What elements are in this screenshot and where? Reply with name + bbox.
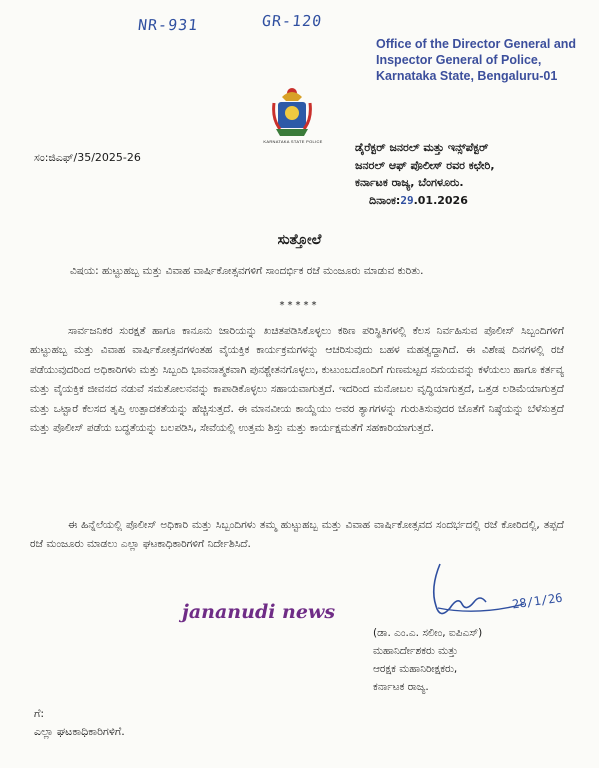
- date-handwritten-day: 29: [400, 193, 414, 207]
- subject-line: ವಿಷಯ: ಹುಟ್ಟುಹಬ್ಬ ಮತ್ತು ವಿವಾಹ ವಾರ್ಷಿಕೋತ್ಸವಗಳಿಗೆ ಸಾಂದರ್ಭಿಕ ರಜೆ ಮಂಜೂರು ಮಾಡುವ ಕುರಿತು.: [70, 265, 424, 277]
- address-line-1: ಡೈರೆಕ್ಟರ್ ಜನರಲ್ ಮತ್ತು ಇನ್ಸ್‌ಪೆಕ್ಟರ್: [355, 141, 489, 154]
- office-header: [376, 36, 596, 84]
- signature-date-handwritten: 28/1/26: [511, 590, 564, 612]
- office-line-3: Karnataka State, Bengaluru-01: [376, 69, 558, 83]
- date-label: ದಿನಾಂಕ:: [369, 193, 401, 207]
- signatory-title-1: ಮಹಾನಿರ್ದೇಶಕರು ಮತ್ತು: [373, 645, 458, 657]
- signatory-name: (ಡಾ. ಎಂ.ಎ. ಸಲೀಂ, ಐಪಿಎಸ್): [373, 627, 483, 639]
- signatory-block: [373, 624, 553, 696]
- reference-number: ಸಂ:ಜಿಎಫ್/35/2025-26: [34, 151, 141, 164]
- watermark-text: jananudi news: [182, 601, 336, 623]
- address-block: [355, 139, 555, 209]
- handwritten-file-number-right: GR-120: [261, 12, 324, 30]
- date-line: [355, 192, 555, 210]
- signatory-title-2: ಆರಕ್ಷಕ ಮಹಾನಿರೀಕ್ಷಕರು,: [373, 663, 458, 675]
- address-line-2: ಜನರಲ್ ಆಫ್ ಪೊಲೀಸ್ ರವರ ಕಛೇರಿ,: [355, 158, 495, 172]
- office-line-1: Office of the Director General and: [376, 37, 577, 51]
- cc-recipients: ಎಲ್ಲಾ ಘಟಕಾಧಿಕಾರಿಗಳಿಗೆ.: [34, 725, 125, 738]
- date-rest: .01.2026: [413, 193, 468, 207]
- signatory-title-3: ಕರ್ನಾಟಕ ರಾಜ್ಯ.: [373, 681, 429, 693]
- address-line-3: ಕರ್ನಾಟಕ ರಾಜ್ಯ, ಬೆಂಗಳೂರು.: [355, 176, 464, 189]
- handwritten-file-number-left: NR-931: [137, 16, 200, 34]
- office-line-2: Inspector General of Police,: [376, 53, 542, 67]
- emblem-caption: KARNATAKA STATE POLICE: [263, 139, 323, 144]
- cc-label: ಗೆ:: [34, 707, 45, 720]
- circular-heading: ಸುತ್ತೋಲೆ: [277, 232, 322, 248]
- body-paragraph-2: ಈ ಹಿನ್ನೆಲೆಯಲ್ಲಿ ಪೊಲೀಸ್ ಅಧಿಕಾರಿ ಮತ್ತು ಸಿಬ್ಬಂದಿಗಳು ತಮ್ಮ ಹುಟ್ಟುಹಬ್ಬ ಮತ್ತು ವಿವಾಹ ವಾರ್ಷಿಕೋತ್ಸವದ ಸಂದರ್ಭದಲ್ಲಿ ರಜೆ ಕೋರಿದಲ್ಲಿ, ತಪ್ಪದೆ ರಜೆ ಮಂಜೂರು ಮಾಡಲು ಎಲ್ಲಾ ಘಟಕಾಧಿಕಾರಿಗಳಿಗೆ ನಿರ್ದೇಶಿಸಿದೆ.: [30, 519, 564, 551]
- body-paragraph-1: ಸಾರ್ವಜನಿಕರ ಸುರಕ್ಷತೆ ಹಾಗೂ ಕಾನೂನು ಜಾರಿಯನ್ನು ಖಚಿತಪಡಿಸಿಕೊಳ್ಳಲು ಕಠಿಣ ಪರಿಸ್ಥಿತಿಗಳಲ್ಲಿ ಕೆಲಸ ನಿರ್ವಹಿಸುವ ಪೊಲೀಸ್ ಸಿಬ್ಬಂದಿಗಳಿಗೆ ಹುಟ್ಟುಹಬ್ಬ ಮತ್ತು ವಿವಾಹ ವಾರ್ಷಿಕೋತ್ಸವಗಳಂತಹ ವೈಯಕ್ತಿಕ ಕಾರ್ಯಕ್ರಮಗಳನ್ನು ಆಚರಿಸುವುದು ಬಹಳ ಮಹತ್ವದ್ದಾಗಿದೆ. ಈ ವಿಶೇಷ ದಿನಗಳಲ್ಲಿ ರಜೆ ಪಡೆಯುವುದರಿಂದ ಅಧಿಕಾರಿಗಳು ಮತ್ತು ಸಿಬ್ಬಂದಿ ಭಾವನಾತ್ಮಕವಾಗಿ ಪುನಶ್ಚೇತನಗೊಳ್ಳಲು, ಕುಟುಂಬದೊಂದಿಗೆ ಗುಣಮಟ್ಟದ ಸಮಯವನ್ನು ಕಳೆಯಲು ಹಾಗೂ ಕರ್ತವ್ಯ ಮತ್ತು ವೈಯಕ್ತಿಕ ಜೀವನದ ನಡುವೆ ಸಮತೋಲನವನ್ನು ಕಾಪಾಡಿಕೊಳ್ಳಲು ಸಹಾಯವಾಗುತ್ತದೆ. ಇದರಿಂದ ಮನೋಬಲ ವೃದ್ಧಿಯಾಗುತ್ತದೆ, ಒತ್ತಡ ಲಡಿಮೆಯಾಗುತ್ತದೆ ಮತ್ತು ಒಟ್ಟಾರೆ ಕೆಲಸದ ತೃಪ್ತಿ ಉತ್ಪಾದಕತೆಯನ್ನು ಹೆಚ್ಚಿಸುತ್ತದೆ. ಈ ಮಾನವೀಯ ಕಾಯ್ದೆಯು ಅವರ ತ್ಯಾಗಗಳನ್ನು ಗುರುತಿಸುವುದರ ಜೊತೆಗೆ ನಿಷ್ಠೆಯನ್ನು ಬೆಳೆಸುತ್ತದೆ ಮತ್ತು ಪೊಲೀಸ್ ಪಡೆಯ ಬದ್ಧತೆಯನ್ನು ಬಲಪಡಿಸಿ, ಸೇವೆಯಲ್ಲಿ ಉತ್ತಮ ಶಿಸ್ತು ಮತ್ತು ಕಾರ್ಯಕ್ಷಮತೆಗೆ ಸಹಕಾರಿಯಾಗುತ್ತದೆ.: [30, 325, 564, 435]
- separator-stars: *****: [279, 300, 320, 311]
